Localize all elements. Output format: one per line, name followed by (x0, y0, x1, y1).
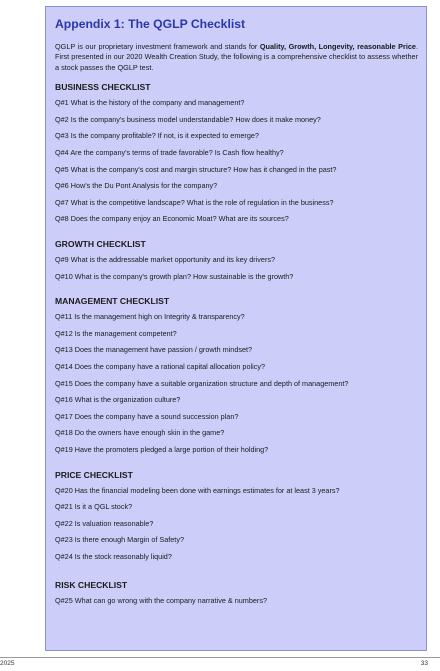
section-heading: MANAGEMENT CHECKLIST (55, 296, 170, 307)
checklist-question: Q#4 Are the company's terms of trade favorable? Is Cash flow healthy? (55, 148, 284, 157)
intro-paragraph (55, 42, 418, 73)
checklist-question: Q#25 What can go wrong with the company narrative & numbers? (55, 596, 267, 606)
checklist-question: Q#17 Does the company have a sound succession plan? (55, 411, 239, 421)
checklist-question: Q#9 What is the addressable market opportunity and its key drivers? (55, 254, 276, 264)
checklist-question: Q#2 Is the company's business model understandable? How does it make money? (55, 114, 321, 124)
intro-bold-terms: Quality, Growth, Longevity, reasonable Price (259, 42, 416, 51)
checklist-question: Q#6 How's the Du Pont Analysis for the company? (55, 181, 218, 191)
checklist-question: Q#20 Has the financial modeling been done with earnings estimates for at least 3 years? (55, 485, 340, 495)
checklist-question: Q#5 What is the company's cost and margin structure? How has it changed in the past? (55, 164, 337, 174)
checklist-question: Q#19 Have the promoters pledged a large portion of their holding? (55, 444, 269, 454)
checklist-question: Q#13 Does the management have passion / growth mindset? (55, 345, 253, 355)
checklist-question: Q#7 What is the competitive landscape? What is the role of regulation in the business? (55, 197, 334, 207)
checklist-question: Q#24 Is the stock reasonably liquid? (55, 551, 172, 561)
footer-year: 2025 (0, 660, 15, 667)
section-heading: PRICE CHECKLIST (55, 469, 133, 480)
section-heading: BUSINESS CHECKLIST (55, 82, 151, 93)
checklist-question: Q#14 Does the company have a rational capital allocation policy? (55, 361, 265, 371)
intro-text-2: . First presented in our 2020 Wealth Creation Study, the following is a comprehensive checklist to assess whether a stock passes the QGLP test. (55, 42, 418, 72)
appendix-title: Appendix 1: The QGLP Checklist (55, 17, 246, 31)
checklist-question: Q#8 Does the company enjoy an Economic Moat? What are its sources? (55, 214, 289, 224)
checklist-question: Q#3 Is the company profitable? If not, is it expected to emerge? (55, 131, 259, 141)
checklist-question: Q#12 Is the management competent? (55, 328, 177, 338)
checklist-question: Q#23 Is there enough Margin of Safety? (55, 535, 184, 545)
checklist-question: Q#15 Does the company have a suitable organization structure and depth of management? (55, 378, 349, 388)
checklist-question: Q#18 Do the owners have enough skin in the game? (55, 428, 225, 438)
checklist-sections (55, 82, 418, 610)
checklist-question: Q#1 What is the history of the company and management? (55, 98, 245, 108)
checklist-question: Q#10 What is the company's growth plan? How sustainable is the growth? (55, 271, 294, 281)
checklist-question: Q#21 Is it a QGL stock? (55, 502, 133, 512)
intro-text-1: QGLP is our proprietary investment framework and stands for (55, 42, 260, 51)
checklist-question: Q#16 What is the organization culture? (55, 395, 181, 405)
footer-divider (0, 657, 440, 658)
section-heading: GROWTH CHECKLIST (55, 238, 146, 249)
checklist-panel (45, 6, 427, 651)
page-number: 33 (420, 660, 428, 667)
checklist-question: Q#22 Is valuation reasonable? (55, 518, 154, 528)
checklist-question: Q#11 Is the management high on Integrity & transparency? (55, 312, 245, 322)
section-heading: RISK CHECKLIST (55, 580, 128, 591)
